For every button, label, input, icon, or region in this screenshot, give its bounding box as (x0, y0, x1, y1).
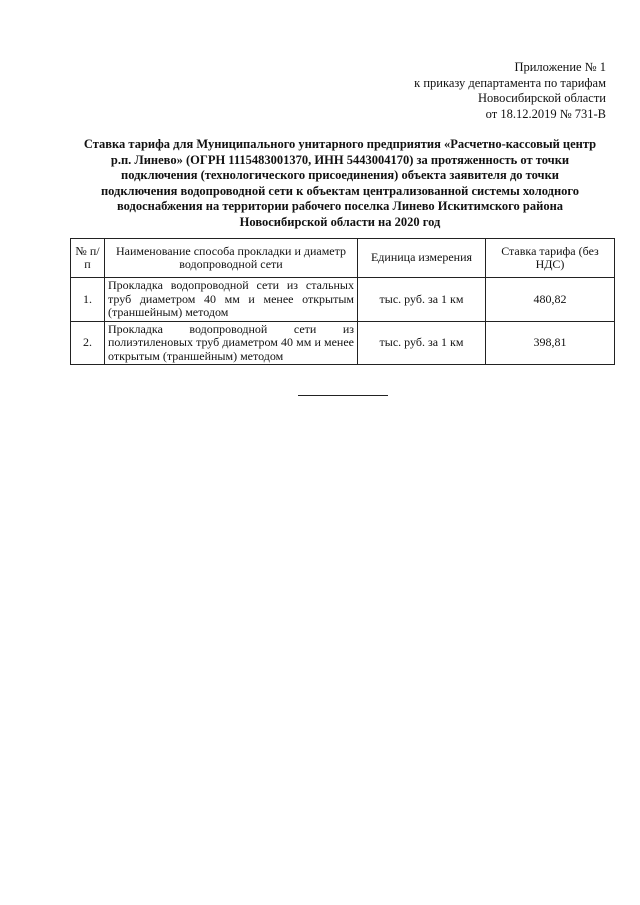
appendix-number: Приложение № 1 (514, 60, 606, 74)
appendix-order-date: от 18.12.2019 № 731-В (485, 106, 606, 121)
row-num: 2. (71, 321, 105, 365)
header-rate: Ставка тарифа (без НДС) (486, 239, 615, 278)
end-divider (298, 395, 388, 396)
table-header-row (71, 239, 615, 278)
title-line: подключения водопроводной сети к объектам централизованной системы холодного (100, 183, 580, 198)
row-rate: 480,82 (486, 278, 615, 322)
row-num: 1. (71, 278, 105, 322)
title-line: Ставка тарифа для Муниципального унитарного предприятия «Расчетно-кассовый центр (83, 137, 597, 151)
header-name: Наименование способа прокладки и диаметр водопроводной сети (105, 239, 358, 278)
header-unit: Единица измерения (358, 239, 486, 278)
title-line: подключения (технологического присоединения) объекта заявителя до точки (121, 168, 559, 183)
header-num: № п/п (71, 239, 105, 278)
row-unit: тыс. руб. за 1 км (358, 321, 486, 365)
appendix-order-ref: к приказу департамента по тарифам (414, 75, 606, 90)
table-row (71, 321, 615, 365)
title-line: Новосибирской области на 2020 год (239, 214, 441, 229)
title-line: водоснабжения на территории рабочего поселка Линево Искитимского района (116, 199, 564, 214)
tariff-table (70, 238, 615, 365)
row-unit: тыс. руб. за 1 км (358, 278, 486, 322)
title-line: р.п. Линево» (ОГРН 1115483001370, ИНН 5443004170) за протяженность от точки (110, 152, 570, 167)
row-rate: 398,81 (486, 321, 615, 365)
appendix-region: Новосибирской области (477, 91, 606, 105)
document-title (70, 137, 610, 231)
row-name: Прокладка водопроводной сети из стальных труб диаметром 40 мм и менее открытым (траншейным) методом (105, 278, 358, 322)
row-name: Прокладка водопроводной сети из полиэтиленовых труб диаметром 40 мм и менее открытым (траншейным) методом (105, 321, 358, 365)
table-row (71, 278, 615, 322)
appendix-header (414, 60, 606, 122)
